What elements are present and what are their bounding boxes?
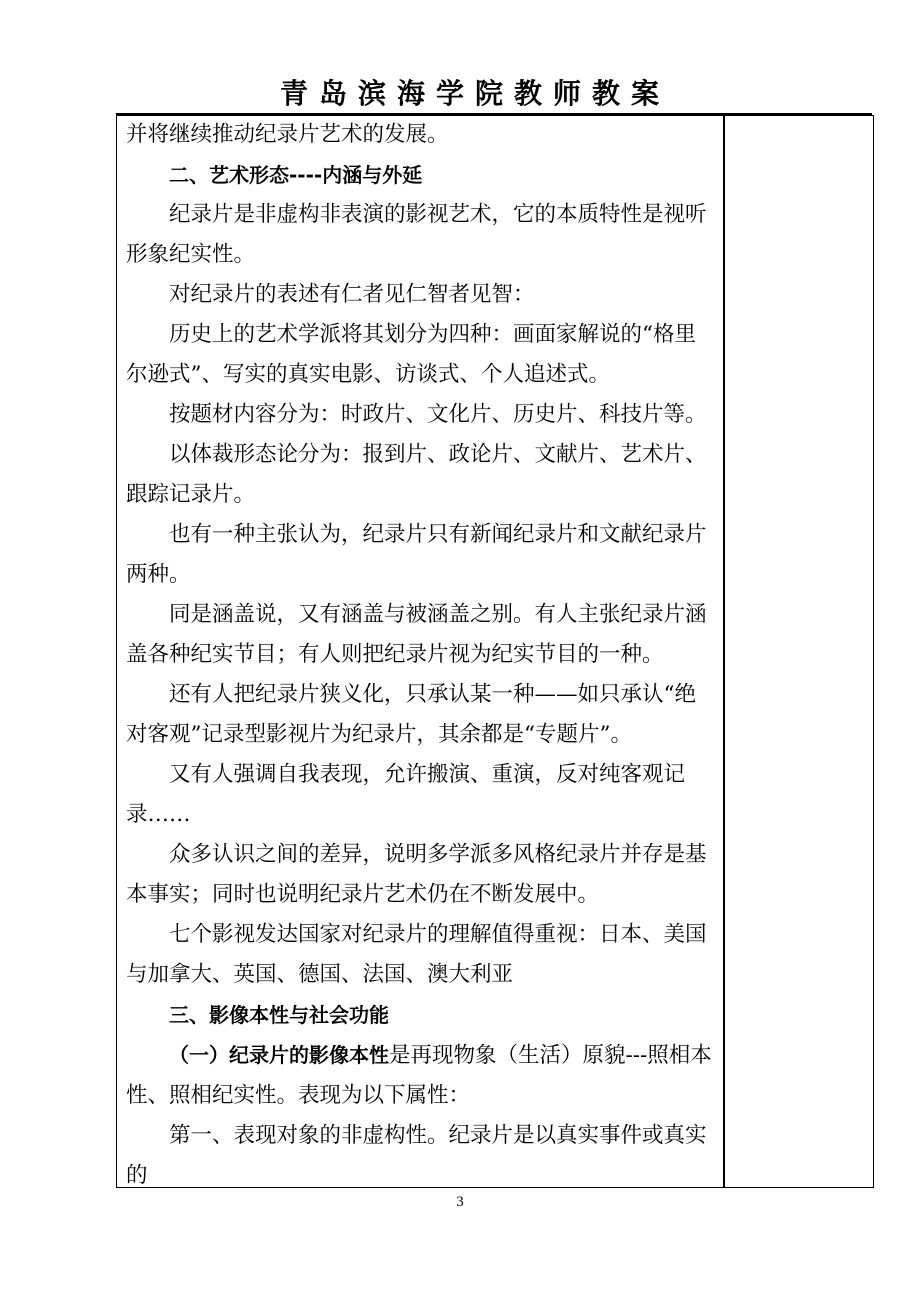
paragraph: 又有人强调自我表现，允许搬演、重演，反对纯客观记录…… bbox=[126, 762, 686, 827]
section-heading: 二、艺术形态----内涵与外延 bbox=[169, 163, 423, 187]
paragraph: 同是涵盖说，又有涵盖与被涵盖之别。有人主张纪录片涵盖各种纪实节目；有人则把纪录片视为纪实节目的一种。 bbox=[126, 602, 707, 667]
paragraph: 对纪录片的表述有仁者见仁智者见智： bbox=[169, 282, 535, 307]
paragraph: 纪录片是非虚构非表演的影视艺术，它的本质特性是视听形象纪实性。 bbox=[126, 202, 707, 267]
paragraph-with-bold-lead bbox=[126, 1035, 716, 1116]
paragraph: 七个影视发达国家对纪录片的理解值得重视：日本、美国与加拿大、英国、德国、法国、澳大利亚 bbox=[126, 922, 707, 987]
paragraph: 历史上的艺术学派将其划分为四种：画面家解说的“格里尔逊式”、写实的真实电影、访谈式、个人追述式。 bbox=[126, 322, 696, 387]
page-number: 3 bbox=[456, 1194, 464, 1210]
paragraph-text: 是再现物象（生活）原貌---照相本性、照相纪实性。表现为以下属性： bbox=[126, 1043, 712, 1108]
paragraph: 以体裁形态论分为：报到片、政论片、文献片、艺术片、跟踪记录片。 bbox=[126, 442, 707, 507]
paragraph: 还有人把纪录片狭义化，只承认某一种——如只承认“绝对客观”记录型影视片为纪录片，其余都是“专题片”。 bbox=[126, 682, 696, 747]
paragraph: 也有一种主张认为，纪录片只有新闻纪录片和文献纪录片两种。 bbox=[126, 522, 707, 587]
table-column-divider bbox=[723, 115, 725, 1188]
document-header-title: 青岛滨海学院教师教案 bbox=[279, 77, 670, 110]
paragraph: 第一、表现对象的非虚构性。纪录片是以真实事件或真实的 bbox=[126, 1123, 707, 1188]
main-content-cell bbox=[126, 115, 716, 1196]
paragraph: 众多认识之间的差异，说明多学派多风格纪录片并存是基本事实；同时也说明纪录片艺术仍在不断发展中。 bbox=[126, 842, 707, 907]
paragraph: 按题材内容分为：时政片、文化片、历史片、科技片等。 bbox=[169, 402, 707, 427]
bold-lead-text: （一）纪录片的影像本性 bbox=[169, 1043, 389, 1067]
section-heading: 三、影像本性与社会功能 bbox=[169, 1003, 389, 1027]
paragraph: 并将继续推动纪录片艺术的发展。 bbox=[126, 122, 449, 147]
